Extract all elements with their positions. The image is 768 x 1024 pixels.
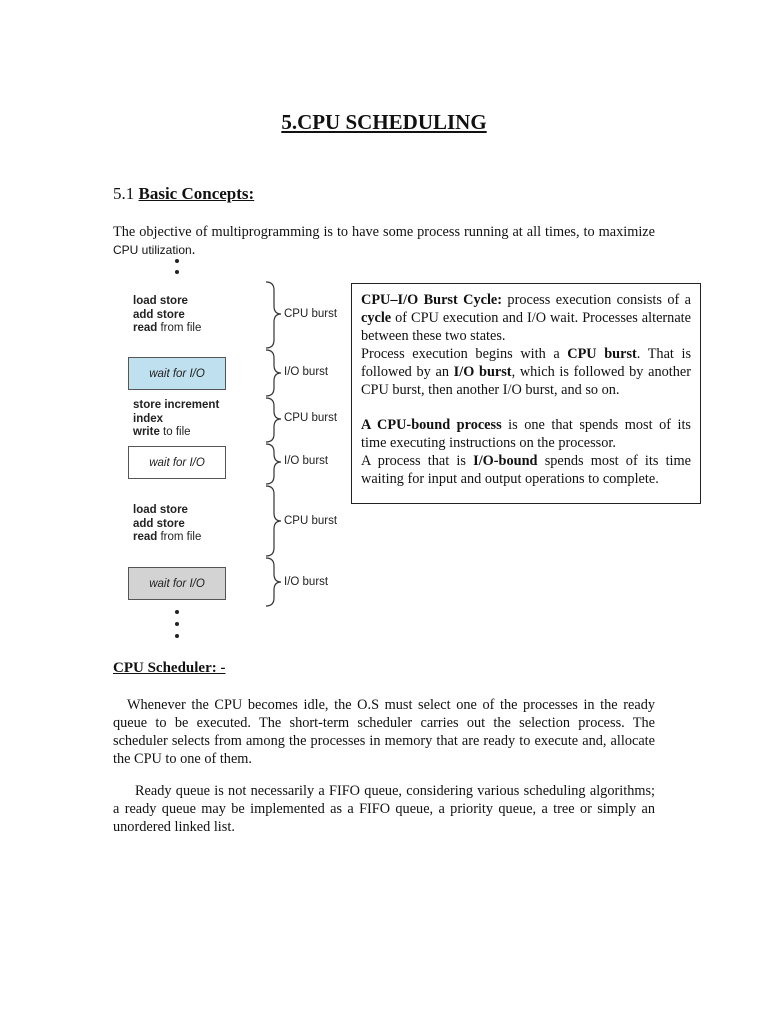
- ellipsis-dot: [175, 622, 179, 626]
- ellipsis-dot: [175, 610, 179, 614]
- infobox-para-1: CPU–I/O Burst Cycle: process execution consists of a cycle of CPU execution and I/O wait. Processes alternate between these two states.: [361, 292, 691, 344]
- burst-label: I/O burst: [284, 366, 329, 378]
- section-heading: [113, 184, 254, 204]
- intro-paragraph: [113, 223, 655, 259]
- instruction-block: store increment index write to file: [133, 399, 220, 438]
- infobox-para-2: Process execution begins with a CPU burst. That is followed by an I/O burst, which is followed by another CPU burst, then another I/O burst, and so on.: [361, 346, 692, 398]
- page-title: 5.CPU SCHEDULING: [281, 110, 487, 134]
- brace-icon: [266, 558, 281, 606]
- intro-text-3: .: [191, 242, 196, 258]
- burst-cycle-infobox: [351, 283, 701, 504]
- scheduler-paragraph-1: Whenever the CPU becomes idle, the O.S must select one of the processes in the ready queue to be executed. The short-term scheduler carries out the selection process. The scheduler selects from among the processes in memory that are ready to execute and, allocate the CPU to one of them.: [113, 697, 655, 767]
- brace-icon: [266, 444, 281, 484]
- instruction-block: load store add store read from file: [133, 295, 202, 334]
- section-number: 5.1: [113, 184, 135, 203]
- ellipsis-dot: [175, 634, 179, 638]
- burst-label: I/O burst: [284, 455, 329, 467]
- section-title: Basic Concepts:: [138, 184, 255, 203]
- wait-box: wait for I/O: [128, 446, 226, 479]
- brace-icon: [266, 282, 281, 348]
- brace-icon: [266, 350, 281, 396]
- ellipsis-dot: [175, 259, 179, 263]
- instruction-block: load store add store read from file: [133, 504, 202, 543]
- burst-label: I/O burst: [284, 576, 329, 588]
- burst-label: CPU burst: [284, 412, 338, 424]
- wait-box: wait for I/O: [128, 357, 226, 390]
- burst-label: CPU burst: [284, 308, 338, 320]
- intro-text-2: CPU utilization: [113, 243, 192, 257]
- brace-icon: [266, 398, 281, 442]
- infobox-para-4: A process that is I/O-bound spends most of its time waiting for input and output operations to complete.: [361, 453, 691, 487]
- wait-box: wait for I/O: [128, 567, 226, 600]
- scheduler-paragraph-2: Ready queue is not necessarily a FIFO queue, considering various scheduling algorithms; a ready queue may be implemented as a FIFO queue, a priority queue, a tree or simply an unordered linked list.: [113, 783, 655, 835]
- brace-group: [262, 280, 286, 610]
- ellipsis-dot: [175, 270, 179, 274]
- burst-label: CPU burst: [284, 515, 338, 527]
- infobox-para-3: A CPU-bound process is one that spends most of its time executing instructions on the processor.: [361, 417, 691, 451]
- brace-icon: [266, 486, 281, 556]
- intro-text-1: The objective of multiprogramming is to have some process running at all times, to maximize: [113, 224, 655, 240]
- cpu-scheduler-heading: CPU Scheduler: -: [113, 660, 226, 676]
